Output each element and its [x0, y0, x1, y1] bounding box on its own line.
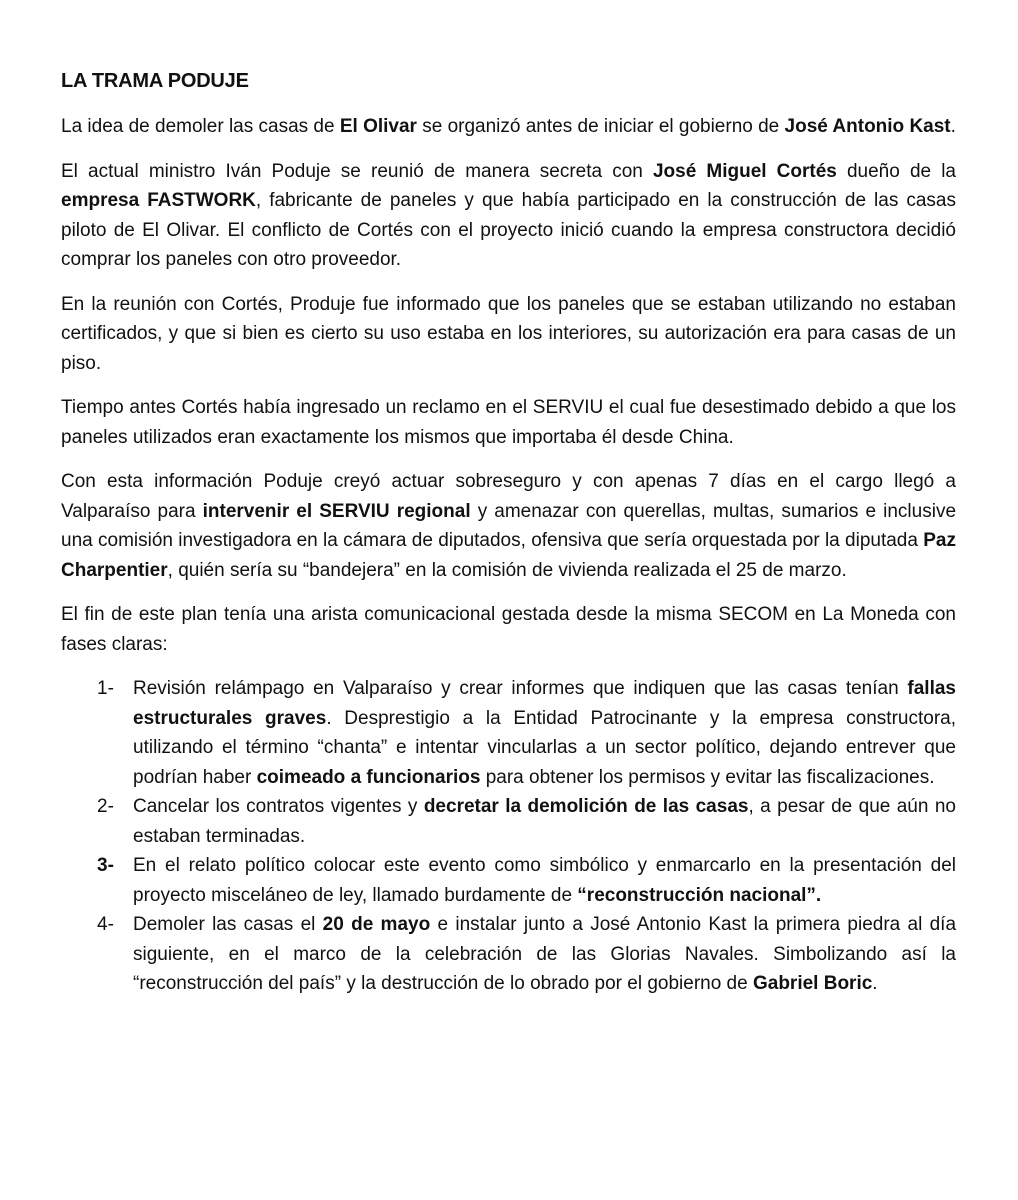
bold-text: “reconstrucción nacional”.: [577, 884, 822, 906]
bold-text: José Antonio Kast: [784, 116, 951, 137]
text-run: . Desprestigio a la Entidad Patrocinante y la empresa constructora, utilizando el término “chanta” e intentar vincularlas a un sector político, dejando entrever que podrían haber: [133, 707, 956, 788]
phases-list: [61, 674, 956, 999]
list-item-number: 2-: [97, 796, 114, 817]
text-run: dueño de la: [836, 160, 956, 182]
text-run: se organizó antes de iniciar el gobierno de: [416, 116, 785, 137]
text-run: Con esta información Poduje creyó actuar sobreseguro y con apenas 7 días en el cargo llegó a Valparaíso para: [61, 471, 956, 522]
bold-text: Gabriel Boric: [752, 973, 873, 994]
text-run: y amenazar con querellas, multas, sumarios e inclusive una comisión investigadora en la cámara de diputados, ofensiva que sería orquestada por la diputada: [61, 500, 957, 551]
list-item: [61, 792, 956, 851]
text-run: El fin de este plan tenía una arista comunicacional gestada desde la misma SECOM en La Moneda con fases claras:: [61, 604, 956, 655]
list-item: [61, 674, 956, 792]
bold-text: coimeado a funcionarios: [256, 766, 481, 788]
text-run: En el relato político colocar este evento como simbólico y enmarcarlo en la presentación del proyecto misceláneo de ley, llamado burdamente de: [133, 855, 956, 906]
list-item-text: [133, 792, 956, 851]
document-body: [61, 112, 956, 659]
document-title: LA TRAMA PODUJE: [61, 70, 249, 92]
list-item-text: [133, 851, 956, 910]
text-run: Revisión relámpago en Valparaíso y crear informes que indiquen que las casas tenían: [133, 678, 908, 699]
bold-text: fallas estructurales graves: [133, 678, 956, 729]
list-item-number: 3-: [97, 855, 114, 876]
paragraph: [61, 290, 956, 379]
list-item-number: 1-: [97, 678, 114, 699]
text-run: Tiempo antes Cortés había ingresado un reclamo en el SERVIU el cual fue desestimado debido a que los paneles utilizados eran exactamente los mismos que importaba él desde China.: [61, 397, 956, 448]
bold-text: Paz Charpentier: [61, 530, 956, 581]
text-run: , a pesar de que aún no estaban terminadas.: [133, 796, 956, 847]
text-run: e instalar junto a José Antonio Kast la primera piedra al día siguiente, en el marco de la celebración de las Glorias Navales. Simbolizando así la “reconstrucción del país” y la destrucción de lo obrado por el gobierno de: [133, 914, 957, 994]
bold-text: intervenir el SERVIU regional: [202, 500, 471, 522]
text-run: para obtener los permisos y evitar las fiscalizaciones.: [480, 766, 935, 788]
text-run: , quién sería su “bandejera” en la comisión de vivienda realizada el 25 de marzo.: [167, 559, 847, 581]
paragraph: [61, 600, 956, 659]
text-run: La idea de demoler las casas de: [61, 116, 340, 137]
bold-text: José Miguel Cortés: [652, 160, 837, 182]
paragraph: [61, 157, 956, 275]
text-run: .: [950, 116, 956, 137]
paragraph: [61, 393, 956, 452]
list-item-text: [133, 674, 956, 792]
text-run: .: [872, 973, 878, 994]
text-run: Cancelar los contratos vigentes y: [133, 796, 424, 817]
list-item-number: 4-: [97, 914, 114, 935]
bold-text: empresa FASTWORK: [61, 190, 256, 211]
list-item: [61, 851, 956, 910]
text-run: Demoler las casas el: [133, 914, 323, 935]
text-run: El actual ministro Iván Poduje se reunió de manera secreta con: [61, 160, 653, 182]
list-item: [61, 910, 956, 999]
bold-text: El Olivar: [339, 116, 417, 137]
paragraph: [61, 112, 956, 142]
bold-text: 20 de mayo: [322, 914, 431, 935]
text-run: , fabricante de paneles y que había participado en la construcción de las casas piloto de El Olivar. El conflicto de Cortés con el proyecto inició cuando la empresa constructora decidió comprar los paneles con otro proveedor.: [61, 190, 956, 270]
paragraph: [61, 467, 956, 585]
bold-text: decretar la demolición de las casas: [423, 796, 749, 817]
text-run: En la reunión con Cortés, Produje fue informado que los paneles que se estaban utilizando no estaban certificados, y que si bien es cierto su uso estaba en los interiores, su autorización era para casas de un piso.: [61, 293, 956, 374]
list-item-text: [133, 910, 956, 999]
